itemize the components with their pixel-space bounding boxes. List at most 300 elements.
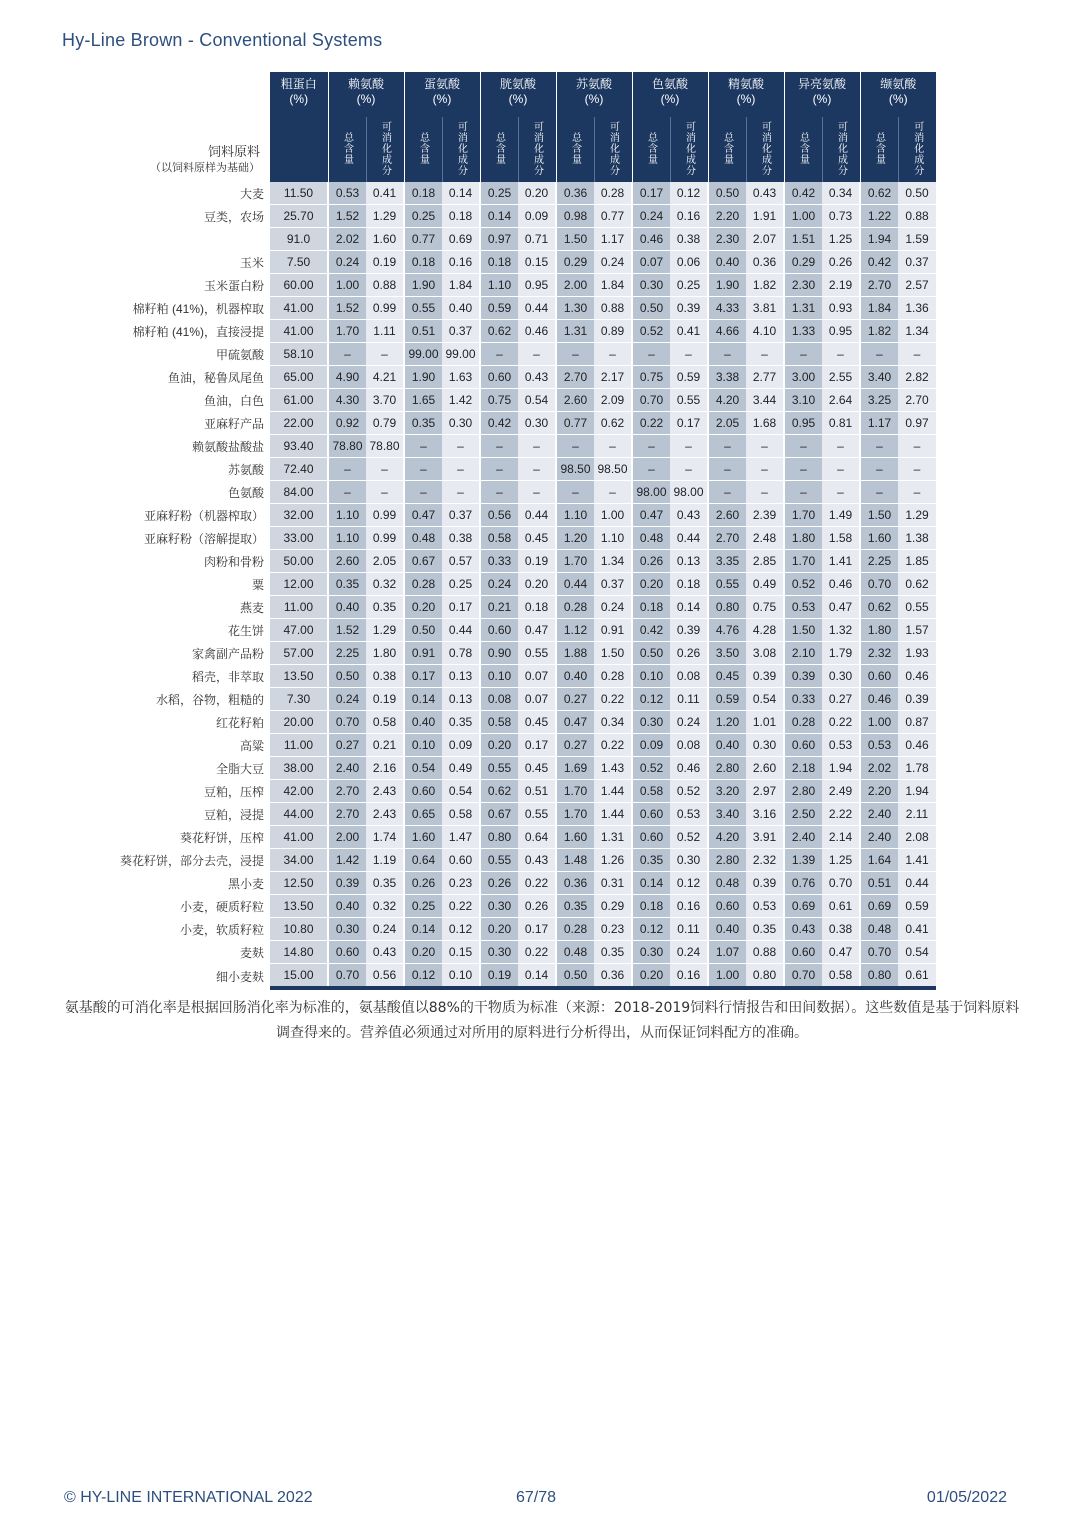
subheader-digestible (442, 117, 480, 182)
digestible-value: – (518, 458, 556, 481)
digestible-value: 0.78 (442, 642, 480, 665)
total-content-value: – (708, 343, 746, 366)
table-row (50, 389, 936, 412)
crude-protein-value: 11.00 (270, 734, 328, 757)
total-content-value: 0.48 (404, 527, 442, 550)
digestible-value: 0.16 (442, 251, 480, 274)
table-row (50, 619, 936, 642)
total-content-value: 0.18 (404, 251, 442, 274)
digestible-value: 1.10 (594, 527, 632, 550)
total-content-value: 0.47 (632, 504, 670, 527)
table-row (50, 849, 936, 872)
total-content-value: 0.55 (404, 297, 442, 320)
digestible-value: 0.70 (822, 872, 860, 895)
digestible-value: 0.24 (670, 941, 708, 964)
total-content-value: 1.42 (328, 849, 366, 872)
crude-protein-value: 44.00 (270, 803, 328, 826)
digestible-value: 0.14 (670, 596, 708, 619)
total-content-value: 0.70 (632, 389, 670, 412)
digestible-value: 0.19 (366, 688, 404, 711)
digestible-value: 0.43 (518, 366, 556, 389)
total-content-value: 1.31 (556, 320, 594, 343)
subheader-total (784, 117, 822, 182)
total-content-value: 0.69 (784, 895, 822, 918)
total-content-value: 3.10 (784, 389, 822, 412)
total-content-value: 1.80 (860, 619, 898, 642)
digestible-value: 2.48 (746, 527, 784, 550)
total-content-value: 0.60 (632, 826, 670, 849)
digestible-value: 0.44 (898, 872, 936, 895)
subheader-total (860, 117, 898, 182)
digestible-value: 0.81 (822, 412, 860, 435)
total-content-value: – (784, 343, 822, 366)
digestible-value: 1.68 (746, 412, 784, 435)
total-content-value: – (480, 458, 518, 481)
total-content-value: 0.36 (556, 872, 594, 895)
crude-protein-value: 60.00 (270, 274, 328, 297)
crude-protein-value: 58.10 (270, 343, 328, 366)
amino-acid-unit: (%) (584, 92, 604, 106)
total-content-value: 0.53 (860, 734, 898, 757)
table-row (50, 366, 936, 389)
subheader-digestible (746, 117, 784, 182)
digestible-value: 0.19 (366, 251, 404, 274)
total-content-value: 0.67 (404, 550, 442, 573)
subheader-digestible-label: 可消化成分 (759, 120, 771, 176)
total-content-value: 2.40 (328, 757, 366, 780)
total-content-value: 0.26 (404, 872, 442, 895)
corner-header (50, 72, 270, 182)
digestible-value: 0.06 (670, 251, 708, 274)
digestible-value: 2.85 (746, 550, 784, 573)
digestible-value: 0.59 (898, 895, 936, 918)
digestible-value: 0.13 (442, 665, 480, 688)
corner-subtitle: （以饲料原样为基础） (150, 162, 260, 174)
crude-protein-value: 42.00 (270, 780, 328, 803)
total-content-value: 1.82 (860, 320, 898, 343)
digestible-value: 1.91 (746, 205, 784, 228)
digestible-value: 0.79 (366, 412, 404, 435)
total-content-value: 2.70 (328, 780, 366, 803)
subheader-total-label: 总含量 (797, 131, 809, 165)
total-content-value: 2.40 (860, 803, 898, 826)
total-content-value: 0.22 (632, 412, 670, 435)
digestible-value: 2.43 (366, 780, 404, 803)
total-content-value: 0.98 (556, 205, 594, 228)
amino-acid-name: 苏氨酸 (575, 77, 612, 91)
digestible-value: 0.43 (746, 182, 784, 205)
total-content-value: – (480, 481, 518, 504)
total-content-value: 0.33 (784, 688, 822, 711)
total-content-value: 0.55 (480, 849, 518, 872)
subheader-total (480, 117, 518, 182)
total-content-value: 0.60 (784, 941, 822, 964)
digestible-value: 0.31 (594, 872, 632, 895)
crude-protein-value: 61.00 (270, 389, 328, 412)
amino-acid-group-header (632, 72, 708, 117)
table-row (50, 412, 936, 435)
total-content-value: 0.62 (480, 320, 518, 343)
total-content-value: 0.30 (632, 274, 670, 297)
total-content-value: 1.52 (328, 297, 366, 320)
ingredient-name: 小麦，硬质籽粒 (50, 895, 270, 918)
digestible-value: 3.91 (746, 826, 784, 849)
digestible-value: 0.09 (518, 205, 556, 228)
total-content-value: 0.53 (328, 182, 366, 205)
ingredient-name: 燕麦 (50, 596, 270, 619)
digestible-value: 2.70 (898, 389, 936, 412)
table-row (50, 251, 936, 274)
digestible-value: 0.51 (518, 780, 556, 803)
digestible-value: 0.28 (594, 182, 632, 205)
digestible-value: 0.39 (670, 619, 708, 642)
digestible-value: 2.82 (898, 366, 936, 389)
digestible-value: 1.19 (366, 849, 404, 872)
subheader-digestible-label: 可消化成分 (683, 120, 695, 176)
total-content-value: 0.92 (328, 412, 366, 435)
total-content-value: 0.77 (404, 228, 442, 251)
total-content-value: 1.07 (708, 941, 746, 964)
total-content-value: 0.59 (480, 297, 518, 320)
total-content-value: 0.45 (708, 665, 746, 688)
total-content-value: 4.20 (708, 826, 746, 849)
total-content-value: 0.30 (328, 918, 366, 941)
total-content-value: 0.46 (632, 228, 670, 251)
total-content-value: 0.42 (860, 251, 898, 274)
subheader-digestible-label: 可消化成分 (835, 120, 847, 176)
total-content-value: 0.12 (632, 918, 670, 941)
total-content-value: 2.32 (860, 642, 898, 665)
total-content-value: 2.25 (860, 550, 898, 573)
amino-acid-name: 缬氨酸 (880, 77, 917, 91)
digestible-value: 0.24 (594, 596, 632, 619)
digestible-value: 0.41 (670, 320, 708, 343)
ingredient-name: 家禽副产品粉 (50, 642, 270, 665)
total-content-value: 0.40 (708, 918, 746, 941)
digestible-value: 0.17 (518, 734, 556, 757)
total-content-value: – (860, 481, 898, 504)
digestible-value: 0.87 (898, 711, 936, 734)
total-content-value: 1.31 (784, 297, 822, 320)
total-content-value: 0.80 (480, 826, 518, 849)
total-content-value: 0.29 (784, 251, 822, 274)
table-row (50, 780, 936, 803)
ingredient-name: 亚麻籽粉（溶解提取） (50, 527, 270, 550)
total-content-value: 0.36 (556, 182, 594, 205)
crude-protein-value: 10.80 (270, 918, 328, 941)
digestible-value: 0.30 (670, 849, 708, 872)
total-content-value: 99.00 (404, 343, 442, 366)
digestible-value: 0.54 (442, 780, 480, 803)
digestible-value: 2.32 (746, 849, 784, 872)
digestible-value: 0.97 (898, 412, 936, 435)
digestible-value: 0.38 (366, 665, 404, 688)
total-content-value: 1.80 (784, 527, 822, 550)
digestible-value: 0.27 (822, 688, 860, 711)
ingredient-name: 花生饼 (50, 619, 270, 642)
digestible-value: 98.00 (670, 481, 708, 504)
table-row (50, 964, 936, 989)
crude-protein-value: 22.00 (270, 412, 328, 435)
digestible-value: 1.44 (594, 803, 632, 826)
digestible-value: 1.36 (898, 297, 936, 320)
ingredient-name: 鱼油，白色 (50, 389, 270, 412)
total-content-value: 78.80 (328, 435, 366, 458)
total-content-value: 1.94 (860, 228, 898, 251)
digestible-value: – (898, 481, 936, 504)
total-content-value: 1.00 (784, 205, 822, 228)
total-content-value: 0.35 (404, 412, 442, 435)
digestible-value: 0.16 (670, 895, 708, 918)
total-content-value: 0.40 (708, 734, 746, 757)
total-content-value: – (860, 435, 898, 458)
feed-ingredient-table (50, 72, 936, 990)
total-content-value: 2.30 (784, 274, 822, 297)
table-row (50, 343, 936, 366)
table-row (50, 757, 936, 780)
digestible-value: 0.26 (670, 642, 708, 665)
total-content-value: 3.35 (708, 550, 746, 573)
total-content-value: 3.40 (860, 366, 898, 389)
crude-protein-value: 15.00 (270, 964, 328, 989)
total-content-value: 2.50 (784, 803, 822, 826)
digestible-value: 0.88 (366, 274, 404, 297)
total-content-value: 0.25 (404, 205, 442, 228)
digestible-value: 0.18 (442, 205, 480, 228)
digestible-value: 0.12 (442, 918, 480, 941)
digestible-value: 0.24 (366, 918, 404, 941)
digestible-value: 0.46 (898, 665, 936, 688)
digestible-value: 0.55 (518, 642, 556, 665)
crude-protein-value: 11.00 (270, 596, 328, 619)
total-content-value: 0.62 (860, 182, 898, 205)
total-content-value: 0.25 (480, 182, 518, 205)
digestible-value: 3.70 (366, 389, 404, 412)
digestible-value: 0.41 (898, 918, 936, 941)
total-content-value: 0.56 (480, 504, 518, 527)
subheader-total-label: 总含量 (645, 131, 657, 165)
amino-acid-name: 异亮氨酸 (797, 77, 846, 91)
crude-protein-header (270, 72, 328, 182)
subheader-total (708, 117, 746, 182)
digestible-value: 0.38 (442, 527, 480, 550)
digestible-value: 0.73 (822, 205, 860, 228)
digestible-value: 0.99 (366, 527, 404, 550)
digestible-value: 0.22 (594, 688, 632, 711)
digestible-value: 0.55 (898, 596, 936, 619)
total-content-value: 1.69 (556, 757, 594, 780)
total-content-value: 1.50 (860, 504, 898, 527)
digestible-value: 0.44 (518, 297, 556, 320)
crude-protein-value: 14.80 (270, 941, 328, 964)
total-content-value: 0.59 (708, 688, 746, 711)
digestible-value: 0.58 (442, 803, 480, 826)
total-content-value: – (708, 481, 746, 504)
total-content-value: 2.18 (784, 757, 822, 780)
corner-title: 饲料原料 (207, 144, 260, 159)
digestible-value: 0.69 (442, 228, 480, 251)
total-content-value: 2.00 (556, 274, 594, 297)
ingredient-name: 水稻，谷物，粗糙的 (50, 688, 270, 711)
total-content-value: 0.26 (480, 872, 518, 895)
total-content-value: 0.42 (632, 619, 670, 642)
total-content-value: 0.90 (480, 642, 518, 665)
digestible-value: 1.49 (822, 504, 860, 527)
digestible-value: 0.61 (898, 964, 936, 989)
total-content-value: 2.00 (328, 826, 366, 849)
digestible-value: – (822, 481, 860, 504)
amino-acid-group-header (480, 72, 556, 117)
digestible-value: 0.30 (746, 734, 784, 757)
crude-protein-value: 57.00 (270, 642, 328, 665)
digestible-value: 1.34 (594, 550, 632, 573)
ingredient-name: 全脂大豆 (50, 757, 270, 780)
digestible-value: – (670, 458, 708, 481)
total-content-value: 1.10 (328, 504, 366, 527)
digestible-value: 0.18 (518, 596, 556, 619)
digestible-value: 0.93 (822, 297, 860, 320)
table-row (50, 550, 936, 573)
total-content-value: 1.90 (404, 274, 442, 297)
digestible-value: 0.20 (518, 182, 556, 205)
total-content-value: – (556, 435, 594, 458)
digestible-value: 0.12 (670, 872, 708, 895)
total-content-value: 0.29 (556, 251, 594, 274)
table-row (50, 320, 936, 343)
digestible-value: 0.99 (366, 504, 404, 527)
digestible-value: 0.39 (746, 872, 784, 895)
digestible-value: – (442, 481, 480, 504)
digestible-value: 0.50 (898, 182, 936, 205)
digestible-value: 0.12 (670, 182, 708, 205)
digestible-value: 1.59 (898, 228, 936, 251)
total-content-value: – (784, 435, 822, 458)
total-content-value: – (404, 435, 442, 458)
total-content-value: 0.58 (480, 527, 518, 550)
total-content-value: 0.28 (556, 918, 594, 941)
total-content-value: 0.30 (480, 941, 518, 964)
ingredient-name: 棉籽粕 (41%)，直接浸提 (50, 320, 270, 343)
total-content-value: 1.10 (328, 527, 366, 550)
total-content-value: 0.52 (632, 757, 670, 780)
digestible-value: 0.34 (594, 711, 632, 734)
digestible-value: 0.35 (366, 872, 404, 895)
amino-acid-name: 色氨酸 (651, 77, 688, 91)
total-content-value: 0.50 (404, 619, 442, 642)
digestible-value: 78.80 (366, 435, 404, 458)
total-content-value: 0.80 (708, 596, 746, 619)
crude-protein-label: 粗蛋白 (280, 77, 317, 91)
total-content-value: 1.52 (328, 619, 366, 642)
digestible-value: 1.80 (366, 642, 404, 665)
total-content-value: 0.42 (480, 412, 518, 435)
amino-acid-group-header (860, 72, 936, 117)
ingredient-name: 鱼油，秘鲁凤尾鱼 (50, 366, 270, 389)
digestible-value: 0.71 (518, 228, 556, 251)
total-content-value: 2.40 (784, 826, 822, 849)
digestible-value: 0.35 (594, 941, 632, 964)
total-content-value: 0.24 (328, 251, 366, 274)
total-content-value: 0.35 (632, 849, 670, 872)
crude-protein-unit: (%) (289, 92, 309, 106)
digestible-value: 2.14 (822, 826, 860, 849)
digestible-value: 0.17 (442, 596, 480, 619)
digestible-value: 0.54 (746, 688, 784, 711)
digestible-value: – (898, 458, 936, 481)
total-content-value: 1.00 (860, 711, 898, 734)
digestible-value: 2.97 (746, 780, 784, 803)
total-content-value: 0.48 (632, 527, 670, 550)
total-content-value: 1.88 (556, 642, 594, 665)
digestible-value: 0.25 (670, 274, 708, 297)
total-content-value: 0.70 (328, 711, 366, 734)
digestible-value: 0.23 (442, 872, 480, 895)
digestible-value: 0.52 (670, 826, 708, 849)
total-content-value: 0.39 (784, 665, 822, 688)
subheader-digestible-label: 可消化成分 (607, 120, 619, 176)
ingredient-name: 甲硫氨酸 (50, 343, 270, 366)
total-content-value: 0.48 (860, 918, 898, 941)
total-content-value: 2.02 (328, 228, 366, 251)
digestible-value: 0.17 (518, 918, 556, 941)
digestible-value: 1.32 (822, 619, 860, 642)
total-content-value: 3.20 (708, 780, 746, 803)
table-row (50, 458, 936, 481)
total-content-value: – (784, 481, 822, 504)
total-content-value: 0.48 (708, 872, 746, 895)
digestible-value: 0.30 (442, 412, 480, 435)
digestible-value: – (746, 435, 784, 458)
crude-protein-value: 20.00 (270, 711, 328, 734)
total-content-value: 0.47 (404, 504, 442, 527)
total-content-value: 3.25 (860, 389, 898, 412)
digestible-value: 0.46 (670, 757, 708, 780)
digestible-value: 0.41 (366, 182, 404, 205)
digestible-value: 0.26 (822, 251, 860, 274)
digestible-value: 0.13 (670, 550, 708, 573)
total-content-value: 0.62 (480, 780, 518, 803)
total-content-value: 0.70 (860, 573, 898, 596)
digestible-value: 0.54 (898, 941, 936, 964)
total-content-value: – (480, 343, 518, 366)
amino-acid-group-header (784, 72, 860, 117)
total-content-value: 1.20 (556, 527, 594, 550)
ingredient-name: 亚麻籽粉（机器榨取） (50, 504, 270, 527)
digestible-value: 0.77 (594, 205, 632, 228)
crude-protein-value: 47.00 (270, 619, 328, 642)
digestible-value: – (746, 343, 784, 366)
ingredient-name: 玉米蛋白粉 (50, 274, 270, 297)
digestible-value: 2.05 (366, 550, 404, 573)
digestible-value: 0.22 (822, 711, 860, 734)
subheader-digestible-label: 可消化成分 (455, 120, 467, 176)
total-content-value: 0.28 (404, 573, 442, 596)
total-content-value: 0.26 (632, 550, 670, 573)
table-row (50, 734, 936, 757)
amino-acid-unit: (%) (508, 92, 528, 106)
crude-protein-value: 25.70 (270, 205, 328, 228)
total-content-value: 98.00 (632, 481, 670, 504)
ingredient-name: 麦麸 (50, 941, 270, 964)
table-row (50, 481, 936, 504)
total-content-value: 0.28 (556, 596, 594, 619)
subheader-total (632, 117, 670, 182)
subheader-digestible-label: 可消化成分 (911, 120, 923, 176)
digestible-value: 1.47 (442, 826, 480, 849)
ingredient-name: 稻壳，非萃取 (50, 665, 270, 688)
amino-acid-unit: (%) (736, 92, 756, 106)
total-content-value: 0.20 (632, 573, 670, 596)
